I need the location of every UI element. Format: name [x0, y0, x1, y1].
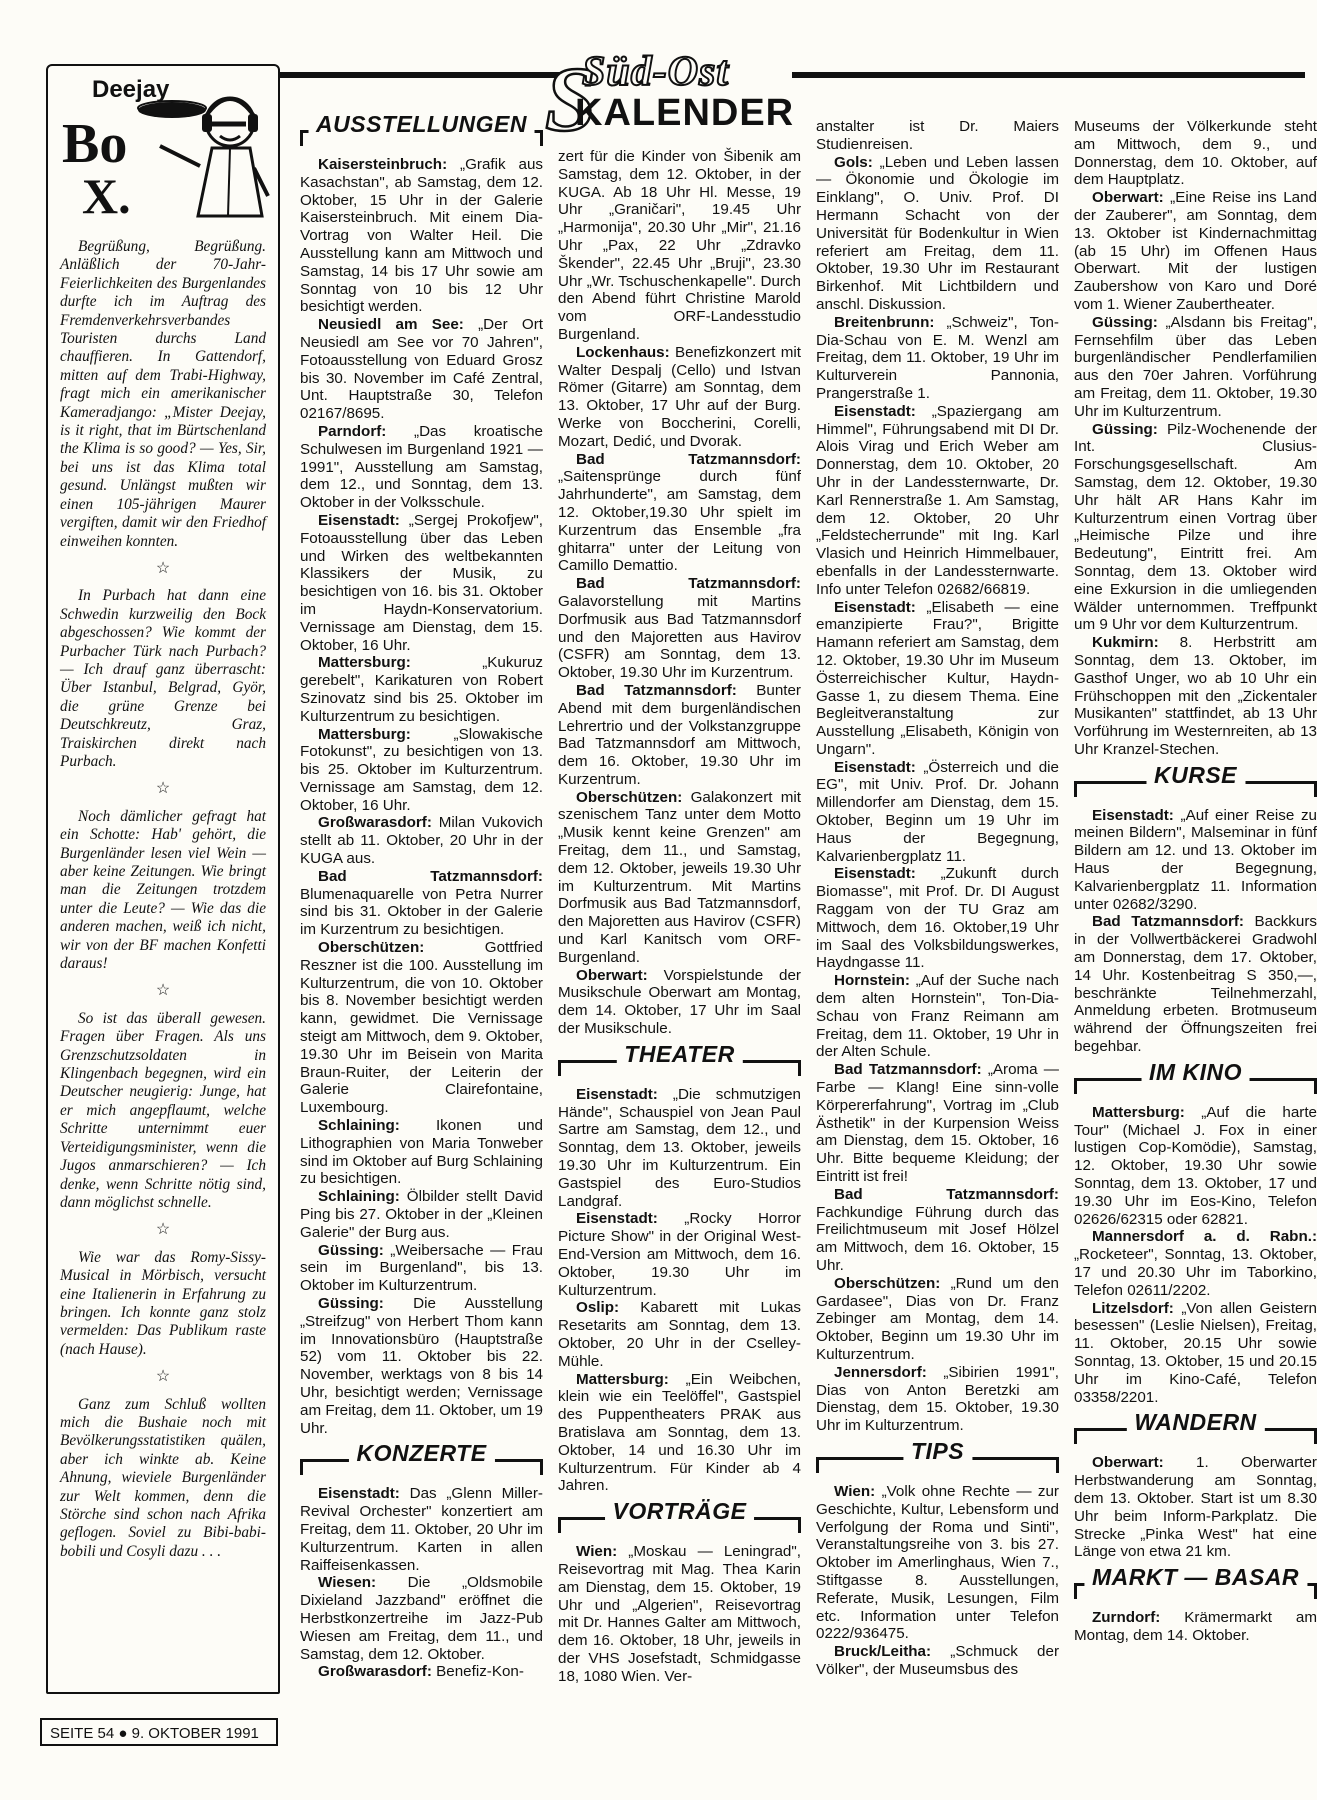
entry-text: Benefizkonzert mit Walter Despalj (Cello) und Istvan Römer (Gitarre) am Sonntag, dem 13. Oktober, 17 Uhr auf der Burg. Werke von Boccherini, Corelli, Mozart, Dedić, und Dvorak. — [558, 343, 801, 450]
page-number: SEITE 54 — [50, 1725, 115, 1742]
calendar-entry — [1074, 807, 1317, 914]
calendar-entry — [816, 1061, 1059, 1186]
star-separator: ☆ — [155, 982, 171, 1000]
entry-text: „Rocketeer", Sonntag, 13. Oktober, 17 und 20.30 Uhr im Taborkino, Telefon 02611/2202. — [1074, 1246, 1317, 1299]
calendar-entry — [300, 1188, 543, 1241]
star-separator: ☆ — [155, 780, 171, 798]
section-label: AUSSTELLUNGEN — [308, 116, 535, 134]
calendar-entry — [816, 1643, 1059, 1679]
entry-place: Gols: — [834, 153, 873, 171]
deejay-logo-word: Deejay — [92, 76, 170, 103]
entry-place: Güssing: — [318, 1295, 384, 1312]
entry-place: Neusiedl am See: — [318, 316, 464, 334]
entry-place: Breitenbrunn: — [834, 313, 935, 331]
calendar-entry — [558, 1210, 801, 1299]
star-separator: ☆ — [155, 1368, 171, 1386]
entry-text: Vorspielstunde der Musikschule Oberwart am Montag, dem 14. Oktober, 17 Uhr im Saal der Musikschule. — [558, 966, 801, 1038]
deejay-paragraph: So ist das überall gewesen. Fragen über Fragen. Als uns Grenzschutzsoldaten in Klingenbach begegnen, wird ein Deutscher neugierig: Junge, hat er mich angepflaumt, welche Schritte unternimmt euer Verteidigungsminister, wenn die Jugos anmarschieren? — Ich denke, wenn Schritte nötig sind, dann möglichst schnelle. — [60, 1009, 266, 1211]
entry-text: „Auf die harte Tour" (Michael J. Fox in einer lustigen Cop-Komödie), Samstag, 12. Oktober, 19.30 Uhr sowie Sonntag, dem 13. Oktober, 17 und 19.30 Uhr im Eos-Kino, Telefon 02626/62315 oder 62821. — [1074, 1103, 1317, 1228]
entry-place: Eisenstadt: — [318, 511, 400, 529]
entry-place: Eisenstadt: — [834, 598, 916, 616]
entry-text: „Kukuruz gerebelt", Karikaturen von Robert Szinovatz sind bis 25. Oktober im Kulturzentrum zu besichtigen. — [300, 654, 543, 725]
section-heading — [1074, 1409, 1317, 1446]
entry-place: Jennersdorf: — [834, 1363, 927, 1381]
entry-place: Oberschützen: — [834, 1274, 941, 1292]
section-label: TIPS — [903, 1443, 972, 1461]
entry-text: Galavorstellung mit Martins Dorfmusik aus Bad Tatzmannsdorf und den Majoretten aus Havirov (CSFR) am Sonntag, dem 13. Oktober, 19.30 Uhr im Kurzentrum. — [558, 592, 801, 682]
entry-place: Mannersdorf a. d. Rabn.: — [1092, 1228, 1317, 1246]
deejay-box — [46, 64, 280, 1694]
deejay-cartoon-illustration — [142, 76, 272, 226]
entry-place: Bad Tatzmannsdorf: — [834, 1185, 1059, 1203]
calendar-entry — [300, 1485, 543, 1574]
section-heading — [1074, 1564, 1317, 1601]
entry-place: Eisenstadt: — [834, 402, 916, 420]
continued-text: zert für die Kinder von Šibenik am Samstag, dem 12. Oktober, in der KUGA. Ab 18 Uhr Hl. Messe, 19 Uhr „Graničari", 19.45 Uhr „Harmonija", 20.30 Uhr „Mir", 21.16 Uhr „Pax, 22 Uhr „Zdravko Škender", 22.45 Uhr „Bruji", 23.30 Uhr „Wr. Tschuschenkapelle". Durch den Abend führt Christine Marold vom ORF-Landesstudio Burgenland. — [558, 148, 801, 343]
entry-place: Oberschützen: — [318, 939, 425, 957]
entry-place: Schlaining: — [318, 1117, 400, 1135]
top-rule-left — [280, 72, 562, 78]
column-3 — [816, 118, 1059, 1679]
entry-place: Mattersburg: — [318, 725, 411, 743]
deejay-paragraph: In Purbach hat dann eine Schwedin kurzweilig den Bock abgeschossen? Wie kommt der Purbacher Türk nach Purbach? — Ich drauf ganz überrascht: Über Istanbul, Belgrad, Györ, die grüne Grenze bei Deutschkreutz, Graz, Traiskirchen direkt nach Purbach. — [60, 587, 266, 770]
continued-text: anstalter ist Dr. Maiers Studienreisen. — [816, 118, 1059, 153]
entry-text: „Von allen Geistern besessen" (Leslie Nielsen), Freitag, 11. Oktober, 20.15 Uhr sowie Sonntag, 13. Oktober, 15 und 20.15 Uhr im Kino-Café, Telefon 03358/2201. — [1074, 1299, 1317, 1406]
calendar-entry — [1074, 913, 1317, 1055]
entry-text: „Auf der Suche nach dem alten Hornstein", Ton-Dia-Schau von Franz Reimann am Freitag, dem 11. Oktober, 19 Uhr in der Alten Schule. — [816, 972, 1059, 1061]
calendar-entry — [300, 423, 543, 512]
entry-place: Güssing: — [318, 1241, 384, 1259]
calendar-entry — [558, 682, 801, 789]
entry-place: Oberwart: — [576, 966, 648, 984]
section-label: KONZERTE — [348, 1445, 494, 1463]
calendar-entry — [1074, 1609, 1317, 1645]
deejay-logo-x: X. — [82, 168, 131, 224]
entry-place: Eisenstadt: — [834, 758, 916, 776]
entry-text: 8. Herbstritt am Sonntag, dem 13. Oktober, im Gasthof Unger, wo ab 10 Uhr ein Frühschoppen mit den „Zickentaler Musikanten" stattfindet, ab 13 Uhr Vorführung im Westernreiten, ab 13 Uhr Kranzel-Stechen. — [1074, 634, 1317, 758]
entry-place: Eisenstadt: — [834, 865, 916, 883]
entry-text: Kabarett mit Lukas Resetarits am Sonntag, dem 13. Oktober, 20 Uhr in der Cselley-Mühle. — [558, 1299, 801, 1370]
entry-place: Eisenstadt: — [576, 1210, 658, 1228]
entry-text: „Österreich und die EG", mit Univ. Prof. Dr. Johann Millendorfer am Dienstag, dem 15. Oktober, Beginn um 19 Uhr im Haus der Begegnung, Kalvarienbergplatz 11. — [816, 758, 1059, 865]
entry-text: „Elisabeth — eine emanzipierte Frau?", Brigitte Hamann referiert am Samstag, dem 12. Oktober, 19.30 Uhr im Museum Österreichischer Kultur, Haydn-Gasse 1, zu diesem Thema. Eine Begleitveranstaltung zur Ausstellung „Elisabeth, Königin von Ungarn". — [816, 598, 1059, 758]
entry-place: Wien: — [576, 1543, 618, 1561]
entry-text: Bunter Abend mit dem burgenländischen Lehrertrio und der Volkstanzgruppe Bad Tatzmannsdorf am Mittwoch, dem 16. Oktober, 19.30 Uhr im Kurzentrum. — [558, 681, 801, 788]
entry-text: Backkurs in der Vollwertbäckerei Gradwohl am Donnerstag, dem 17. Oktober, 14 Uhr. Kostenbeitrag S 350,—, beschränkte Teilnehmerzahl, Anmeldung erbeten. Brotmuseum während der Öffnungszeiten frei begehbar. — [1074, 913, 1317, 1056]
calendar-entry — [300, 939, 543, 1117]
calendar-entry — [816, 1364, 1059, 1435]
entry-place: Kukmirn: — [1092, 634, 1159, 652]
entry-text: „Eine Reise ins Land der Zauberer", am Sonntag, dem 13. Oktober ist Kindernachmittag (ab 15 Uhr) im Offenen Haus Oberwart. Mit der lustigen Zaubershow von Karo und Doré vom 1. Wiener Zaubertheater. — [1074, 189, 1317, 313]
entry-place: Oberwart: — [1092, 1454, 1164, 1472]
section-heading — [300, 111, 543, 148]
section-label: IM KINO — [1141, 1064, 1250, 1082]
entry-place: Eisenstadt: — [318, 1485, 400, 1503]
deejay-paragraph: Noch dämlicher gefragt hat ein Schotte: Hab' gehört, die Burgenländer lesen viel Wein — aber keine Zeitungen. Wie bringt man die Zeitungen trotzdem unter die Leute? — Wie das die anderen machen, weiß ich nicht, wir von der BF machen Konfetti daraus! — [60, 807, 266, 973]
masthead-sued-ost: Süd-Ost — [582, 49, 730, 95]
calendar-entry — [816, 403, 1059, 599]
star-separator: ☆ — [155, 1221, 171, 1239]
calendar-entry — [1074, 314, 1317, 421]
calendar-entry — [300, 316, 543, 423]
calendar-entry — [558, 789, 801, 967]
entry-text: „Alsdann bis Freitag", Fernsehfilm über das Leben burgenländischer Pendlerfamilien aus den 70er Jahren. Vorführung am Freitag, dem 11. Oktober, 19.30 Uhr im Kulturzentrum. — [1074, 313, 1317, 420]
top-rule-right — [792, 72, 1305, 78]
entry-place: Eisenstadt: — [1092, 806, 1174, 824]
calendar-entry — [558, 1086, 801, 1211]
entry-text: Krämermarkt am Montag, dem 14. Oktober. — [1074, 1609, 1317, 1644]
entry-text: Ölbilder stellt David Ping bis 27. Oktober in der „Kleinen Galerie" der Burg aus. — [300, 1188, 543, 1241]
entry-place: Mattersburg: — [318, 654, 411, 672]
entry-text: „Zukunft durch Biomasse", mit Prof. Dr. DI August Raggam von der TU Graz am Mittwoch, dem 16. Oktober,19 Uhr im Saal des Volksbildungswerkes, Haydngasse 11. — [816, 865, 1059, 972]
entry-text: 1. Oberwarter Herbstwanderung am Sonntag, dem 13. Oktober. Start ist um 8.30 Uhr beim Inform-Parkplatz. Die Strecke „Pinka West" hat eine Länge von etwa 21 km. — [1074, 1454, 1317, 1561]
entry-place: Wien: — [834, 1482, 876, 1500]
entry-place: Oberwart: — [1092, 189, 1164, 207]
entry-text: „Volk ohne Rechte — zur Geschichte, Kultur, Lebensform und Verfolgung der Roma und Sinti", Veranstaltungsreihe von 3. bis 27. Oktober im Amerlinghaus, Wien 7., Stiftgasse 8. Ausstellungen, Referate, Musik, Lesungen, Film etc. Information unter Telefon 0222/936475. — [816, 1482, 1059, 1643]
entry-place: Eisenstadt: — [576, 1085, 658, 1103]
section-label: MARKT — BASAR — [1084, 1569, 1307, 1587]
calendar-entry — [1074, 421, 1317, 635]
calendar-entry — [1074, 634, 1317, 759]
calendar-entry — [1074, 1300, 1317, 1407]
section-heading — [816, 1437, 1059, 1475]
entry-text: Blumenaquarelle von Petra Nurrer sind bis 31. Oktober in der Galerie im Kurzentrum zu besichtigen. — [300, 885, 543, 939]
entry-place: Großwarasdorf: — [318, 1663, 432, 1681]
calendar-entry — [300, 1574, 543, 1663]
deejay-paragraph: Begrüßung, Begrüßung. Anläßlich der 70-Jahr-Feierlichkeiten des Burgenlandes durfte ich im Auftrag des Fremdenverkehrsverbandes Touristen durchs Land chauffieren. In Gattendorf, mitten auf dem Trabi-Highway, fragt mich ein amerikanischer Kameradjango: „Mister Deejay, is it right, that im Bürtschenland the Klima is so good? — Yes, Sir, bei uns ist das Klima total gesund. Unlängst mußten wir einen 105-jährigen Maurer vergiften, damit wir den Friedhof einweihen konnten. — [60, 238, 266, 550]
section-heading — [1074, 761, 1317, 799]
section-label: VORTRÄGE — [605, 1503, 755, 1521]
entry-place: Güssing: — [1092, 313, 1158, 331]
footer-bullet: ● — [118, 1725, 128, 1742]
entry-text: Das „Glenn Miller-Revival Orchester" konzertiert am Freitag, dem 11. Oktober, 20 Uhr im Kulturzentrum. Karten in allen Raiffeisenkassen. — [300, 1485, 543, 1574]
entry-text: „Rocky Horror Picture Show" in der Original West-End-Version am Mittwoch, dem 16. Oktober, 19.30 Uhr im Kulturzentrum. — [558, 1210, 801, 1299]
calendar-entry — [558, 451, 801, 576]
entry-text: „Saitensprünge durch fünf Jahrhunderte", am Samstag, dem 12. Oktober,19.30 Uhr spielt im Kurzentrum das Ensemble „fra ghitarra" unter der Leitung von Camillo Demattio. — [558, 468, 801, 575]
entry-place: Güssing: — [1092, 420, 1158, 438]
entry-text: „Sergej Prokofjew", Fotoausstellung über das Leben und Wirken des weltbekannten Klassikers der Musik, zu besichtigen von 16. bis 31. Oktober im Haydn-Konservatorium. Vernissage am Dienstag, dem 15. Oktober, 16 Uhr. — [300, 511, 543, 654]
deejay-column-text — [60, 238, 266, 1561]
calendar-entry — [558, 575, 801, 682]
calendar-entry — [816, 154, 1059, 314]
entry-place: Parndorf: — [318, 422, 387, 440]
entry-place: Bad Tatzmannsdorf: — [318, 867, 543, 885]
entry-place: Kaisersteinbruch: — [318, 156, 448, 173]
entry-text: Benefiz-Kon- — [431, 1663, 524, 1681]
section-label: KURSE — [1146, 767, 1245, 785]
entry-place: Bad Tatzmannsdorf: — [576, 575, 801, 593]
entry-place: Oslip: — [576, 1299, 620, 1317]
calendar-entry — [300, 1117, 543, 1188]
entry-text: „Leben und Leben lassen — Ökonomie und Ökologie im Einklang", O. Univ. Prof. DI Hermann Schacht von der Universität für Bodenkultur in Wien referiert am Freitag, dem 11. Oktober, 19.30 Uhr im Restaurant Birkenhof. Mit Lichtbildern und anschl. Diskussion. — [816, 153, 1059, 313]
calendar-entry — [300, 1663, 543, 1681]
entry-place: Mattersburg: — [576, 1370, 669, 1388]
entry-place: Oberschützen: — [576, 788, 683, 806]
calendar-entry — [1074, 1104, 1317, 1229]
deejay-paragraph: Wie war das Romy-Sissy-Musical in Mörbisch, versucht eine Italienerin in Erfahrung zu bringen. Ich konnte ganz stolz vermelden: Das Publikum raste (nach Hause). — [60, 1248, 266, 1358]
entry-place: Bad Tatzmannsdorf: — [834, 1061, 982, 1079]
entry-text: „Der Ort Neusiedl am See vor 70 Jahren", Fotoausstellung von Eduard Grosz bis 30. November im Café Zentral, Unt. Hauptstraße 30, Telefon 02167/8695. — [300, 316, 543, 423]
calendar-entry — [558, 344, 801, 451]
deejay-logo-box: Bo — [62, 113, 128, 175]
page-footer — [40, 1718, 278, 1746]
section-label: WANDERN — [1126, 1414, 1264, 1432]
calendar-entry — [1074, 1228, 1317, 1299]
calendar-entry — [558, 1371, 801, 1496]
entry-text: „Spaziergang am Himmel", Führungsabend mit DI Dr. Alois Virag und Erich Weber am Donnerstag, dem 10. Oktober, 20 Uhr in der Landessternwarte, Dr. Karl Rennerstraße 1. Am Samstag, dem 12. Oktober, 20 Uhr „Feldstecherrunde" mit Ing. Karl Vlasich und Heinrich Himmelbauer, ebenfalls in der Landessternwarte. Info unter Telefon 02682/66819. — [816, 402, 1059, 598]
entry-text: Milan Vukovich stellt ab 11. Oktober, 20 Uhr in der KUGA aus. — [300, 814, 543, 868]
section-label: THEATER — [616, 1046, 742, 1064]
deejay-paragraph: Ganz zum Schluß wollten mich die Bushaie noch mit Bevölkerungsstatistiken quälen, aber ich winkte ab. Keine Ahnung, wieviele Burgenländer zur Welt kommen, denn die Störche sind schon nach Afrika geflogen. Soviel zu Bibi-babi-bobili und Cosyli dazu . . . — [60, 1395, 266, 1560]
calendar-entry — [300, 512, 543, 654]
deejay-logo — [54, 72, 270, 232]
entry-text: „Schweiz", Ton-Dia-Schau von E. M. Wenzl am Freitag, dem 11. Oktober, 19 Uhr im Kulturverein Pannonia, Prangerstraße 1. — [816, 313, 1059, 402]
entry-text: „Moskau — Leningrad", Reisevortrag mit Mag. Thea Karin am Dienstag, dem 15. Oktober, 19 Uhr und „Algerien", Reisevortrag mit Dr. Hannes Galter am Mittwoch, dem 16. Oktober, 18 Uhr, jeweils in der VHS Josefstadt, Schmidgasse 18, 1080 Wien. Ver- — [558, 1543, 801, 1685]
entry-place: Bad Tatzmannsdorf: — [576, 450, 801, 468]
calendar-entry — [816, 1483, 1059, 1643]
column-4 — [1074, 118, 1317, 1645]
calendar-entry — [816, 972, 1059, 1061]
calendar-entry — [558, 1543, 801, 1685]
calendar-entry — [1074, 189, 1317, 314]
column-2 — [558, 148, 801, 1686]
calendar-entry — [816, 865, 1059, 972]
calendar-entry — [300, 1295, 543, 1437]
entry-place: Zurndorf: — [1092, 1609, 1161, 1627]
entry-place: Schlaining: — [318, 1188, 400, 1206]
entry-text: „Rund um den Gardasee", Dias von Dr. Franz Zebinger am Montag, dem 14. Oktober, Beginn um 19.30 Uhr im Kulturzentrum. — [816, 1274, 1059, 1363]
entry-place: Großwarasdorf: — [318, 814, 432, 832]
continued-text: Museums der Völkerkunde steht am Mittwoch, dem 9., und Donnerstag, dem 10. Oktober, auf dem Hauptplatz. — [1074, 118, 1317, 189]
section-heading — [300, 1440, 543, 1477]
calendar-entry — [300, 156, 543, 316]
calendar-entry — [816, 599, 1059, 759]
entry-place: Hornstein: — [834, 972, 910, 990]
entry-text: „Schmuck der Völker", der Museumsbus des — [816, 1643, 1059, 1678]
entry-place: Mattersburg: — [1092, 1103, 1185, 1121]
entry-text: „Sibirien 1991", Dias von Anton Beretzki am Dienstag, dem 15. Oktober, 19.30 Uhr im Kulturzentrum. — [816, 1363, 1059, 1435]
entry-place: Bad Tatzmannsdorf: — [576, 681, 737, 699]
entry-text: Gottfried Reszner ist die 100. Ausstellung im Kulturzentrum, die von 10. Oktober bis 8. November besichtigt werden kann, gewidmet. Die Vernissage steigt am Mittwoch, dem 9. Oktober, 19.30 Uhr im Beisein von Marita Braun-Ruiter, der Leiterin der Galerie Clairefontaine, Luxembourg. — [300, 939, 543, 1117]
calendar-entry — [558, 1299, 801, 1370]
entry-text: „Das kroatische Schulwesen im Burgenland 1921 — 1991", Ausstellung am Samstag, dem 12., und Sonntag, dem 13. Oktober in der Volksschule. — [300, 422, 543, 512]
section-heading — [558, 1498, 801, 1535]
entry-text: „Weibersache — Frau sein im Burgenland", bis 13. Oktober im Kulturzentrum. — [300, 1241, 543, 1295]
entry-text: „Auf einer Reise zu meinen Bildern", Malseminar in fünf Bildern am 12. und 13. Oktober im Haus der Begegnung, Kalvarienbergplatz 11. Information unter 02682/3290. — [1074, 806, 1317, 913]
entry-text: „Grafik aus Kasachstan", ab Samstag, dem 12. Oktober, 15 Uhr in der Galerie Kaisersteinbruch. Mit einem Dia-Vortrag von Walter Heil. Die Ausstellung kann am Mittwoch und Samstag, 14 bis 17 Uhr sowie am Sonntag von 10 bis 12 Uhr besichtigt werden. — [300, 156, 543, 316]
section-heading — [1074, 1058, 1317, 1096]
entry-place: Litzelsdorf: — [1092, 1299, 1174, 1317]
entry-text: „Die schmutzigen Hände", Schauspiel von Jean Paul Sartre am Samstag, dem 12., und Sonntag, dem 13. Oktober, jeweils 19.30 Uhr im Kulturzentrum. Ein Gastspiel des Euro-Studios Landgraf. — [558, 1085, 801, 1210]
calendar-entry — [300, 726, 543, 815]
calendar-entry — [1074, 1454, 1317, 1561]
entry-text: Ikonen und Lithographien von Maria Tonweber sind im Oktober auf Burg Schlaining zu besichtigen. — [300, 1117, 543, 1188]
entry-text: „Ein Weibchen, klein wie ein Teelöffel", Gastspiel des Puppentheaters PRAK aus Bratislava am Sonntag, dem 13. Oktober, 14 und 16.30 Uhr im Kulturzentrum. Für Kinder ab 4 Jahren. — [558, 1370, 801, 1495]
entry-place: Lockenhaus: — [576, 343, 670, 361]
calendar-entry — [300, 654, 543, 725]
column-1 — [300, 108, 543, 1681]
calendar-entry — [300, 868, 543, 939]
entry-text: Fachkundige Führung durch das Freilichtmuseum mit Josef Hölzel am Mittwoch, dem 16. Oktober, 15 Uhr. — [816, 1203, 1059, 1274]
calendar-entry — [558, 967, 801, 1038]
entry-place: Bruck/Leitha: — [834, 1643, 932, 1661]
calendar-entry — [300, 814, 543, 867]
masthead-initial: S — [545, 48, 597, 150]
section-heading — [558, 1040, 801, 1078]
calendar-entry — [816, 1275, 1059, 1364]
star-separator: ☆ — [155, 559, 171, 577]
entry-text: „Slowakische Fotokunst", zu besichtigen von 13. bis 25. Oktober im Kulturzentrum. Vernissage am Samstag, dem 12. Oktober, 16 Uhr. — [300, 725, 543, 814]
entry-text: „Aroma — Farbe — Klang! Eine sinn-volle Körpererfahrung", Vortrag im „Club Ästhetik" in der Kurpension Weiss am Dienstag, dem 15. Oktober, 16 Uhr. Bitte bequeme Kleidung; der Eintritt ist frei! — [816, 1061, 1059, 1186]
entry-text: Pilz-Wochenende der Int. Clusius-Forschungsgesellschaft. Am Samstag, dem 12. Oktober, 19.30 Uhr hält AR Hans Kahr im Kulturzentrum einen Vortrag über „Heimische Pilze und ihre Bedeutung", Eintritt frei. Am Sonntag, dem 13. Oktober wird eine Exkursion in die umliegenden Wälder unternommen. Treffpunkt um 9 Uhr vor dem Kulturzentrum. — [1074, 420, 1317, 634]
entry-text: Galakonzert mit szenischem Tanz unter dem Motto „Musik kennt keine Grenzen" am Freitag, dem 11., und Samstag, dem 12. Oktober, jeweils 19.30 Uhr im Kulturzentrum. Mit Martins Dorfmusik aus Bad Tatzmannsdorf, den Majoretten aus Havirov (CSFR) und Karl Kanitsch vom ORF-Burgenland. — [558, 788, 801, 966]
entry-text: Die Ausstellung „Streifzug" von Herbert Thom kann im Innovationsbüro (Hauptstraße 52) vom 11. Oktober bis 22. November, werktags von 8 bis 14 Uhr, besichtigt werden; Vernissage am Freitag, dem 11. Oktober, um 19 Uhr. — [300, 1295, 543, 1437]
entry-place: Bad Tatzmannsdorf: — [1092, 913, 1244, 931]
calendar-entry — [816, 314, 1059, 403]
entry-place: Wiesen: — [318, 1574, 377, 1592]
calendar-entry — [816, 1186, 1059, 1275]
issue-date: 9. OKTOBER 1991 — [131, 1725, 259, 1742]
calendar-entry — [300, 1242, 543, 1295]
calendar-entry — [816, 759, 1059, 866]
entry-text: Die „Oldsmobile Dixieland Jazzband" eröffnet die Herbstkonzertreihe im Jazz-Pub Wiesen am Freitag, dem 11., und Samstag, dem 12. Oktober. — [300, 1574, 543, 1663]
masthead-kalender: KALENDER — [575, 92, 795, 134]
